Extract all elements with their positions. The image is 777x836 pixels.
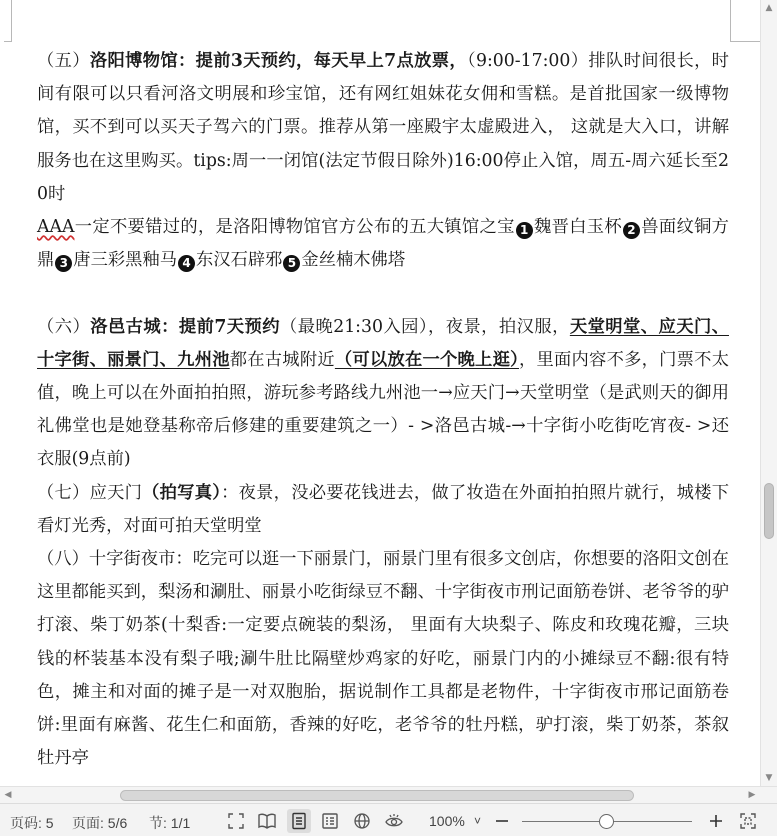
circled-number: 5 (283, 255, 300, 272)
treasure-item: 唐三彩黑釉马 (73, 250, 177, 271)
section-number: （七）应天门 (37, 482, 143, 503)
underlined-text: （可以放在一个晚上逛） (334, 349, 519, 370)
spellcheck-word[interactable]: AAA (37, 217, 75, 238)
fullscreen-icon[interactable] (224, 809, 248, 833)
paragraph-text: （八）十字街夜市：吃完可以逛一下丽景门，丽景门里有很多文创店，你想要的洛阳文创在这里都能买到，梨汤和涮肚、丽景小吃街绿豆不翻、十字街夜市刑记面筋卷饼、老爷爷的驴打滚、柴丁奶茶(十梨香:一定要点碗装的梨汤， 里面有大块梨子、陈皮和玫瑰花瓣，三块钱的杯装基本没有梨子哦;涮牛肚比隔壁炒鸡家的好吃，丽景门内的小摊绿豆不翻:很有特色，摊主和对面的摊子是一对双胞胎，据说制作工具都是老物件，十字街夜市邢记面筋卷饼:里面有麻酱、花生仁和面筋，香辣的好吃，老爷爷的牡丹糕，驴打滚，柴丁奶茶，茶叙牡丹亭 (37, 549, 729, 769)
treasure-item: 东汉石辟邪 (196, 250, 283, 271)
page-corner-mark-left (4, 0, 12, 42)
treasure-item: 金丝楠木佛塔 (301, 250, 406, 271)
section-heading: 洛阳博物馆：提前3天预约，每天早上7点放票， (89, 51, 467, 71)
blank-line (37, 277, 729, 310)
scroll-up-icon[interactable]: ▲ (765, 3, 773, 13)
paragraph-luoyang-museum (37, 45, 729, 211)
circled-number: 1 (516, 222, 533, 239)
paragraph-yingtian-gate (37, 477, 729, 543)
circled-number: 2 (623, 222, 640, 239)
vertical-scrollbar[interactable] (760, 0, 777, 786)
paragraph-text: ，里面内容不多，门票不太值，晚上可以在外面拍拍照，游玩参考路线九州池一→应天门→天堂明堂（是武则天的御用礼佛堂也是她登基称帝后修建的重要建筑之一）- >洛邑古城-→十字街小吃街吃宵夜- >还衣服(9点前) (37, 349, 729, 470)
section-number: （五） (37, 51, 90, 71)
section-number: （六） (37, 316, 91, 337)
paragraph-text: ：夜景，没必要花钱进去，做了妆造在外面拍拍照片就行，城楼下看灯光秀，对面可拍天堂明堂 (37, 482, 729, 536)
section-heading: 洛邑古城：提前7天预约 (90, 316, 280, 337)
vertical-scroll-thumb[interactable] (764, 483, 774, 539)
page-count[interactable]: 页面: 5/6 (72, 815, 128, 831)
scroll-right-icon[interactable]: ▶ (748, 790, 756, 800)
treasure-item: 魏晋白玉杯 (533, 217, 622, 238)
paragraph-text: 都在古城附近 (229, 349, 335, 370)
web-view-icon[interactable] (350, 809, 374, 833)
fit-page-icon[interactable] (736, 809, 760, 833)
horizontal-scroll-thumb[interactable] (120, 790, 634, 801)
zoom-slider-knob[interactable] (599, 814, 614, 829)
circled-number: 3 (55, 255, 72, 272)
zoom-level[interactable]: 100% (429, 813, 465, 829)
treasure-item: 兽面纹铜方鼎 (37, 217, 729, 271)
circled-number: 4 (178, 255, 195, 272)
paragraph-treasures (37, 211, 729, 277)
zoom-in-icon[interactable] (704, 809, 728, 833)
section-count[interactable]: 节: 1/1 (149, 815, 191, 831)
paragraph-luoyi-old-town (37, 311, 729, 477)
underlined-text: 天堂明堂、应天门、十字街、丽景门、九州池 (37, 316, 729, 370)
scroll-down-icon[interactable]: ▼ (765, 773, 773, 783)
zoom-out-icon[interactable] (490, 809, 514, 833)
section-heading: （拍写真） (142, 482, 222, 503)
paragraph-text: （9:00-17:00）排队时间很长，时间有限可以只看河洛文明展和珍宝馆，还有网红姐妹花女佣和雪糕。是首批国家一级博物馆，买不到可以买天子驾六的门票。推荐从第一座殿宇太虚殿进入， 这就是大入口，讲解服务也在这里购买。tips:周一一闭馆(法定节假日除外)16:00停止入馆，周五-周六延长至20时 (37, 51, 729, 204)
document-content[interactable] (37, 45, 729, 775)
outline-view-icon[interactable] (318, 809, 342, 833)
paragraph-text: 一定不要错过的，是洛阳博物馆官方公布的五大镇馆之宝 (74, 217, 515, 238)
status-bar (0, 803, 777, 836)
page-number[interactable]: 页码: 5 (10, 815, 54, 831)
page-view-icon[interactable] (287, 809, 311, 833)
scroll-left-icon[interactable]: ◀ (4, 790, 12, 800)
eye-protection-icon[interactable] (382, 809, 406, 833)
reading-mode-icon[interactable] (255, 809, 279, 833)
horizontal-scrollbar[interactable] (0, 786, 777, 803)
paragraph-night-market (37, 543, 729, 775)
page-corner-mark-right (730, 0, 760, 42)
paragraph-text: （最晚21:30入园），夜景，拍汉服， (280, 316, 570, 337)
zoom-dropdown-icon[interactable]: ˅ (474, 814, 482, 828)
